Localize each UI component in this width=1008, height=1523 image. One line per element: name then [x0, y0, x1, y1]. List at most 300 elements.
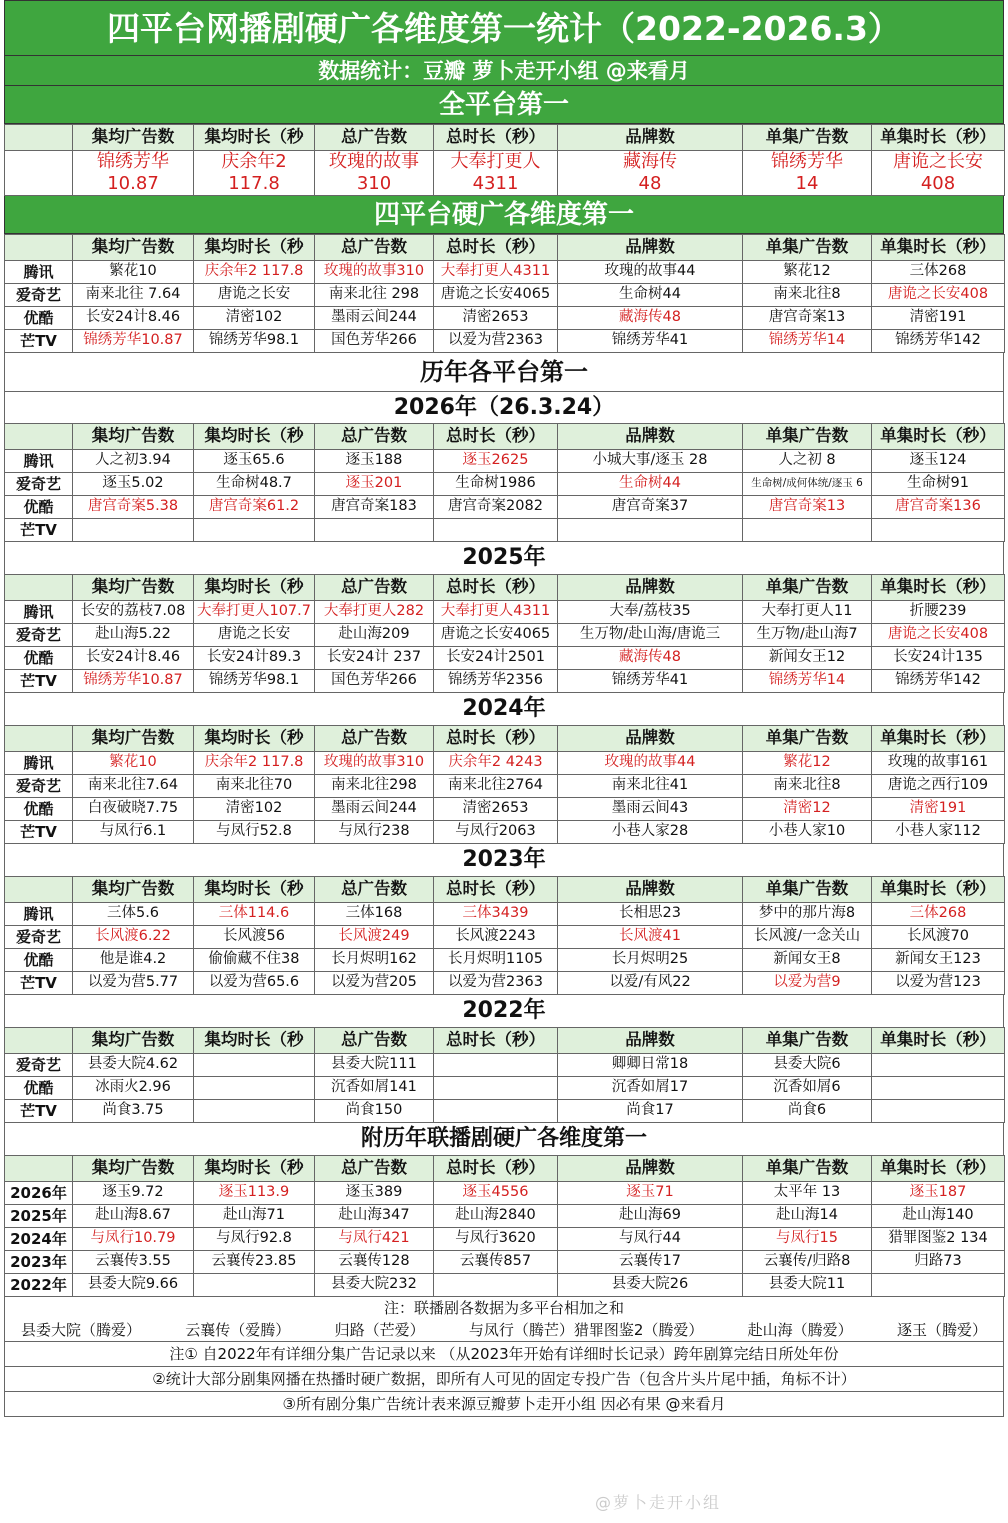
cell: 锦绣芳华2356 [434, 670, 558, 693]
cell: 玫瑰的故事44 [558, 261, 743, 284]
cell: 清密2653 [434, 307, 558, 330]
col-total-ads: 总广告数 [315, 877, 434, 903]
cell [315, 519, 434, 542]
cell: 唐宫奇案61.2 [194, 496, 315, 519]
col-platform [5, 424, 73, 450]
table-row [5, 903, 1005, 926]
table-row [5, 450, 1005, 473]
cell: 墨雨云间43 [558, 798, 743, 821]
cell: 锦绣芳华98.1 [194, 670, 315, 693]
cell: 与凤行3620 [434, 1228, 558, 1251]
table-header [5, 1028, 1005, 1054]
cell: 锦绣芳华 10.87 [73, 151, 194, 196]
cell: 生命树1986 [434, 473, 558, 496]
cell: 与凤行92.8 [194, 1228, 315, 1251]
table-row [5, 151, 1005, 196]
cell: 唐宫奇案183 [315, 496, 434, 519]
cell: 南来北往7.64 [73, 775, 194, 798]
cell: 与凤行10.79 [73, 1228, 194, 1251]
year-2026-table [4, 423, 1005, 542]
row-label: 腾讯 [5, 450, 73, 473]
yearly-section-title: 历年各平台第一 [4, 353, 1004, 391]
cell: 生命树/成何体统/逐玉 6 [743, 473, 872, 496]
cell: 县委大院232 [315, 1274, 434, 1297]
col-avg-duration: 集均时长（秒 [194, 575, 315, 601]
cell: 逐玉201 [315, 473, 434, 496]
cell: 唐诡之西行109 [872, 775, 1005, 798]
cell: 大奉打更人4311 [434, 601, 558, 624]
cell: 锦绣芳华41 [558, 670, 743, 693]
cell: 唐诡之长安4065 [434, 624, 558, 647]
cell: 藏海传48 [558, 647, 743, 670]
col-total-duration: 总时长（秒） [434, 235, 558, 261]
cell: 尚食3.75 [73, 1100, 194, 1123]
cell: 逐玉9.72 [73, 1182, 194, 1205]
all-platform-table [4, 124, 1005, 196]
cell: 玫瑰的故事310 [315, 261, 434, 284]
cell: 逐玉389 [315, 1182, 434, 1205]
cell: 南来北往 298 [315, 284, 434, 307]
table-row [5, 1054, 1005, 1077]
col-single-ep-duration: 单集时长（秒） [872, 877, 1005, 903]
row-label: 芒TV [5, 670, 73, 693]
cell: 唐诡之长安408 [872, 284, 1005, 307]
row-label: 2026年 [5, 1182, 73, 1205]
cell: 逐玉4556 [434, 1182, 558, 1205]
cell: 云襄传128 [315, 1251, 434, 1274]
col-single-ep-ads: 单集广告数 [743, 235, 872, 261]
cell: 锦绣芳华142 [872, 670, 1005, 693]
table-row [5, 1228, 1005, 1251]
cell: 县委大院4.62 [73, 1054, 194, 1077]
col-total-duration: 总时长（秒） [434, 726, 558, 752]
cell: 唐宫奇案37 [558, 496, 743, 519]
mapping-item: 逐玉（腾爱） [896, 1321, 987, 1339]
cell: 长月烬明25 [558, 949, 743, 972]
col-total-duration: 总时长（秒） [434, 125, 558, 151]
cell: 唐诡之长安4065 [434, 284, 558, 307]
row-label: 爱奇艺 [5, 284, 73, 307]
cell: 云襄传/归路8 [743, 1251, 872, 1274]
col-avg-duration: 集均时长（秒 [194, 1028, 315, 1054]
col-total-ads: 总广告数 [315, 424, 434, 450]
cell: 三体268 [872, 903, 1005, 926]
table-row [5, 798, 1005, 821]
table-header [5, 235, 1005, 261]
cell: 大奉打更人 4311 [434, 151, 558, 196]
cell: 长月烬明1105 [434, 949, 558, 972]
cell: 繁花10 [73, 261, 194, 284]
cell: 太平年 13 [743, 1182, 872, 1205]
cell: 与凤行52.8 [194, 821, 315, 844]
cell: 锦绣芳华14 [743, 670, 872, 693]
mapping-item: 与凤行（腾芒）猎罪图鉴2（腾爱） [468, 1321, 704, 1339]
col-total-ads: 总广告数 [315, 125, 434, 151]
cell: 玫瑰的故事161 [872, 752, 1005, 775]
year-2024-title: 2024年 [4, 693, 1004, 725]
col-brands: 品牌数 [558, 1156, 743, 1182]
cell: 长风渡6.22 [73, 926, 194, 949]
mapping-item: 云襄传（爱腾） [185, 1321, 291, 1339]
cell: 庆余年2 4243 [434, 752, 558, 775]
cell: 以爱为营205 [315, 972, 434, 995]
row-label: 优酷 [5, 798, 73, 821]
cell: 小巷人家28 [558, 821, 743, 844]
row-label: 腾讯 [5, 903, 73, 926]
cell: 县委大院11 [743, 1274, 872, 1297]
table-header [5, 1156, 1005, 1182]
col-avg-duration: 集均时长（秒 [194, 424, 315, 450]
row-label: 2023年 [5, 1251, 73, 1274]
cell: 小巷人家112 [872, 821, 1005, 844]
cell: 赴山海8.67 [73, 1205, 194, 1228]
row-label: 优酷 [5, 647, 73, 670]
year-2022-table [4, 1027, 1005, 1123]
cell: 庆余年2 117.8 [194, 261, 315, 284]
cell: 长安24计 237 [315, 647, 434, 670]
cell: 生命树44 [558, 284, 743, 307]
page-title: 四平台网播剧硬广各维度第一统计（2022-2026.3） [4, 0, 1004, 56]
cell: 墨雨云间244 [315, 307, 434, 330]
col-total-duration: 总时长（秒） [434, 424, 558, 450]
cell: 唐宫奇案5.38 [73, 496, 194, 519]
table-row [5, 949, 1005, 972]
col-single-ep-ads: 单集广告数 [743, 575, 872, 601]
cell: 三体268 [872, 261, 1005, 284]
cell [434, 1077, 558, 1100]
table-row [5, 821, 1005, 844]
table-row [5, 1274, 1005, 1297]
cell: 唐宫奇案13 [743, 307, 872, 330]
cell [194, 1077, 315, 1100]
cell: 大奉打更人11 [743, 601, 872, 624]
table-row [5, 1100, 1005, 1123]
cell [743, 519, 872, 542]
mapping-item: 赴山海（腾爱） [747, 1321, 853, 1339]
row-label: 优酷 [5, 307, 73, 330]
cell: 归路73 [872, 1251, 1005, 1274]
cell: 庆余年2 117.8 [194, 752, 315, 775]
col-single-ep-duration: 单集时长（秒） [872, 1028, 1005, 1054]
cell: 长安24计8.46 [73, 647, 194, 670]
table-header [5, 726, 1005, 752]
cell: 云襄传857 [434, 1251, 558, 1274]
cell: 以爱为营5.77 [73, 972, 194, 995]
col-avg-ads: 集均广告数 [73, 575, 194, 601]
cell: 与凤行2063 [434, 821, 558, 844]
table-row [5, 284, 1005, 307]
col-single-ep-ads: 单集广告数 [743, 1028, 872, 1054]
col-single-ep-duration: 单集时长（秒） [872, 726, 1005, 752]
cell: 大奉/荔枝35 [558, 601, 743, 624]
cell: 县委大院26 [558, 1274, 743, 1297]
col-single-ep-duration: 单集时长（秒） [872, 235, 1005, 261]
cell: 沉香如屑17 [558, 1077, 743, 1100]
year-2025-title: 2025年 [4, 542, 1004, 574]
cell: 三体3439 [434, 903, 558, 926]
cell: 逐玉187 [872, 1182, 1005, 1205]
watermark: @萝卜走开小组 [595, 1493, 722, 1512]
col-total-duration: 总时长（秒） [434, 877, 558, 903]
cell: 逐玉2625 [434, 450, 558, 473]
cell: 长月烬明162 [315, 949, 434, 972]
row-label: 优酷 [5, 496, 73, 519]
col-avg-ads: 集均广告数 [73, 877, 194, 903]
cell: 生万物/赴山海7 [743, 624, 872, 647]
table-row [5, 519, 1005, 542]
cell: 玫瑰的故事44 [558, 752, 743, 775]
cell [434, 1054, 558, 1077]
col-avg-ads: 集均广告数 [73, 424, 194, 450]
col-avg-duration: 集均时长（秒 [194, 235, 315, 261]
cell: 南来北往8 [743, 775, 872, 798]
cell: 三体168 [315, 903, 434, 926]
cell: 白夜破晓7.75 [73, 798, 194, 821]
col-platform [5, 235, 73, 261]
cell: 赴山海140 [872, 1205, 1005, 1228]
col-avg-ads: 集均广告数 [73, 726, 194, 752]
cell: 大奉打更人107.7 [194, 601, 315, 624]
cell [194, 1054, 315, 1077]
row-label: 芒TV [5, 972, 73, 995]
year-2026-title: 2026年（26.3.24） [4, 391, 1004, 423]
cell [194, 1100, 315, 1123]
cell: 小城大事/逐玉 28 [558, 450, 743, 473]
cell: 长安的荔枝7.08 [73, 601, 194, 624]
row-label: 优酷 [5, 1077, 73, 1100]
row-label: 芒TV [5, 821, 73, 844]
row-label: 2024年 [5, 1228, 73, 1251]
cell [872, 1274, 1005, 1297]
cell: 尚食150 [315, 1100, 434, 1123]
table-header [5, 877, 1005, 903]
cell: 赴山海209 [315, 624, 434, 647]
cell [73, 519, 194, 542]
table-header [5, 125, 1005, 151]
cell: 墨雨云间244 [315, 798, 434, 821]
cell: 新闻女王12 [743, 647, 872, 670]
cell: 与凤行238 [315, 821, 434, 844]
cell: 清密2653 [434, 798, 558, 821]
table-header [5, 575, 1005, 601]
note-2: ②统计大部分剧集网播在热播时硬广数据，即所有人可见的固定专投广告（包含片头片尾中插，角标不计） [5, 1366, 1003, 1391]
cell: 赴山海347 [315, 1205, 434, 1228]
row-label: 芒TV [5, 1100, 73, 1123]
cell [194, 1274, 315, 1297]
cell: 国色芳华266 [315, 670, 434, 693]
cell: 折腰239 [872, 601, 1005, 624]
cell: 人之初3.94 [73, 450, 194, 473]
cell: 三体114.6 [194, 903, 315, 926]
cell: 赴山海2840 [434, 1205, 558, 1228]
cell: 长风渡/一念关山 [743, 926, 872, 949]
col-platform [5, 575, 73, 601]
cell: 玫瑰的故事 310 [315, 151, 434, 196]
row-label: 腾讯 [5, 601, 73, 624]
cell: 唐宫奇案13 [743, 496, 872, 519]
col-avg-duration: 集均时长（秒 [194, 877, 315, 903]
cell: 藏海传 48 [558, 151, 743, 196]
cell: 逐玉71 [558, 1182, 743, 1205]
cell: 锦绣芳华142 [872, 330, 1005, 353]
col-brands: 品牌数 [558, 726, 743, 752]
table-row [5, 1182, 1005, 1205]
cell: 清密102 [194, 798, 315, 821]
col-total-duration: 总时长（秒） [434, 575, 558, 601]
four-platform-table [4, 234, 1005, 353]
cell [558, 519, 743, 542]
cell: 以爱为营123 [872, 972, 1005, 995]
cell: 小巷人家10 [743, 821, 872, 844]
cell: 与凤行421 [315, 1228, 434, 1251]
cell: 以爱/有风22 [558, 972, 743, 995]
col-avg-ads: 集均广告数 [73, 235, 194, 261]
table-row [5, 1077, 1005, 1100]
col-brands: 品牌数 [558, 575, 743, 601]
cell: 生命树44 [558, 473, 743, 496]
cell: 长风渡70 [872, 926, 1005, 949]
row-label: 2022年 [5, 1274, 73, 1297]
table-row [5, 775, 1005, 798]
col-single-ep-ads: 单集广告数 [743, 424, 872, 450]
col-total-duration: 总时长（秒） [434, 1156, 558, 1182]
cell: 偷偷藏不住38 [194, 949, 315, 972]
col-platform [5, 1156, 73, 1182]
mapping-item: 归路（芒爱） [334, 1321, 425, 1339]
col-single-ep-duration: 单集时长（秒） [872, 1156, 1005, 1182]
cell: 与凤行15 [743, 1228, 872, 1251]
col-avg-ads: 集均广告数 [73, 1028, 194, 1054]
cell: 南来北往41 [558, 775, 743, 798]
cell [872, 1054, 1005, 1077]
mapping-item: 县委大院（腾爱） [21, 1321, 142, 1339]
cell: 南来北往70 [194, 775, 315, 798]
page-subtitle: 数据统计：豆瓣 萝卜走开小组 @来看月 [4, 56, 1004, 86]
note-1: 注① 自2022年有详细分集广告记录以来 （从2023年开始有详细时长记录）跨年剧算完结日所处年份 [5, 1341, 1003, 1366]
cell: 唐诡之长安408 [872, 624, 1005, 647]
cell: 南来北往2764 [434, 775, 558, 798]
table-row [5, 1251, 1005, 1274]
cell [194, 519, 315, 542]
cell: 大奉打更人282 [315, 601, 434, 624]
cell: 人之初 8 [743, 450, 872, 473]
cell: 清密102 [194, 307, 315, 330]
cell: 县委大院111 [315, 1054, 434, 1077]
cell: 长风渡2243 [434, 926, 558, 949]
cell [872, 519, 1005, 542]
col-platform [5, 726, 73, 752]
section-four-platform-title: 四平台硬广各维度第一 [4, 196, 1004, 234]
col-total-ads: 总广告数 [315, 1156, 434, 1182]
cell: 锦绣芳华98.1 [194, 330, 315, 353]
cell: 以爱为营2363 [434, 330, 558, 353]
notes-block [4, 1297, 1004, 1417]
cell: 赴山海71 [194, 1205, 315, 1228]
joint-broadcast-table [4, 1155, 1005, 1297]
row-label: 芒TV [5, 330, 73, 353]
col-single-ep-duration: 单集时长（秒） [872, 575, 1005, 601]
col-single-ep-duration: 单集时长（秒） [872, 125, 1005, 151]
row-label: 芒TV [5, 519, 73, 542]
col-platform [5, 877, 73, 903]
cell: 清密191 [872, 307, 1005, 330]
cell: 唐宫奇案2082 [434, 496, 558, 519]
col-avg-ads: 集均广告数 [73, 125, 194, 151]
table-row [5, 261, 1005, 284]
table-row [5, 1205, 1005, 1228]
cell: 猎罪图鉴2 134 [872, 1228, 1005, 1251]
cell: 沉香如屑141 [315, 1077, 434, 1100]
col-total-ads: 总广告数 [315, 575, 434, 601]
cell: 长风渡41 [558, 926, 743, 949]
table-row [5, 670, 1005, 693]
cell: 县委大院9.66 [73, 1274, 194, 1297]
cell: 唐诡之长安 408 [872, 151, 1005, 196]
cell: 与凤行6.1 [73, 821, 194, 844]
row-label: 优酷 [5, 949, 73, 972]
col-total-ads: 总广告数 [315, 1028, 434, 1054]
table-row [5, 473, 1005, 496]
row-label: 爱奇艺 [5, 624, 73, 647]
row-label: 爱奇艺 [5, 473, 73, 496]
col-avg-duration: 集均时长（秒 [194, 726, 315, 752]
cell: 新闻女王123 [872, 949, 1005, 972]
cell: 逐玉124 [872, 450, 1005, 473]
col-avg-duration: 集均时长（秒 [194, 125, 315, 151]
col-brands: 品牌数 [558, 877, 743, 903]
col-total-ads: 总广告数 [315, 726, 434, 752]
cell [872, 1100, 1005, 1123]
cell: 卿卿日常18 [558, 1054, 743, 1077]
cell: 尚食17 [558, 1100, 743, 1123]
table-header [5, 424, 1005, 450]
note-3: ③所有剧分集广告统计表来源豆瓣萝卜走开小组 因必有果 @来看月 [5, 1391, 1003, 1417]
cell: 赴山海5.22 [73, 624, 194, 647]
cell: 长安24计89.3 [194, 647, 315, 670]
cell: 沉香如屑6 [743, 1077, 872, 1100]
cell: 南来北往8 [743, 284, 872, 307]
cell: 逐玉5.02 [73, 473, 194, 496]
cell: 国色芳华266 [315, 330, 434, 353]
joint-section-title: 附历年联播剧硬广各维度第一 [4, 1123, 1004, 1155]
cell: 南来北往298 [315, 775, 434, 798]
table-row [5, 972, 1005, 995]
cell: 赴山海14 [743, 1205, 872, 1228]
col-avg-ads: 集均广告数 [73, 1156, 194, 1182]
cell: 藏海传48 [558, 307, 743, 330]
cell: 与凤行44 [558, 1228, 743, 1251]
cell: 繁花12 [743, 261, 872, 284]
col-platform [5, 1028, 73, 1054]
cell [434, 519, 558, 542]
cell: 长安24计135 [872, 647, 1005, 670]
cell: 大奉打更人4311 [434, 261, 558, 284]
cell: 梦中的那片海8 [743, 903, 872, 926]
year-2023-title: 2023年 [4, 844, 1004, 876]
row-label: 腾讯 [5, 752, 73, 775]
cell: 繁花10 [73, 752, 194, 775]
cell: 逐玉65.6 [194, 450, 315, 473]
cell: 云襄传17 [558, 1251, 743, 1274]
col-total-duration: 总时长（秒） [434, 1028, 558, 1054]
table-row [5, 752, 1005, 775]
col-brands: 品牌数 [558, 235, 743, 261]
col-brands: 品牌数 [558, 1028, 743, 1054]
table-row [5, 330, 1005, 353]
col-single-ep-ads: 单集广告数 [743, 726, 872, 752]
cell: 云襄传3.55 [73, 1251, 194, 1274]
cell: 长相思23 [558, 903, 743, 926]
